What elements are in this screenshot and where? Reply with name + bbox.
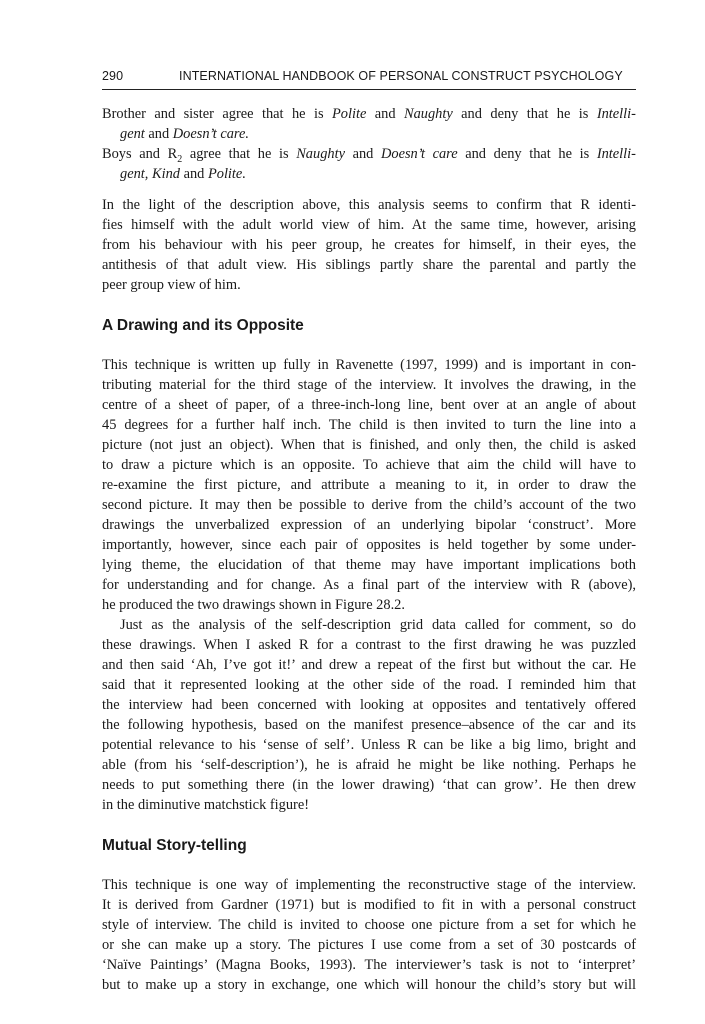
- section-heading: Mutual Story-telling: [102, 837, 247, 854]
- paragraph-line: antithesis of that adult view. His siblings partly share the parental and partly the: [102, 257, 636, 273]
- paragraph-line: importantly, however, since each pair of opposites is held together by some under-: [102, 537, 636, 553]
- list-item: Boys and $R_2$ agree that he is Naughty and Doesn’t care and deny that he is Intelli-: [102, 146, 636, 165]
- paragraph-line: needs to put something there (in the lower drawing) ‘that can grow’. He then drew: [102, 777, 636, 793]
- paragraph-line: or she can make up a story. The pictures I use come from a set of 30 postcards of: [102, 937, 636, 953]
- paragraph-line: the following hypothesis, based on the manifest presence–absence of the car and its: [102, 717, 636, 733]
- paragraph-line: drawings the unverbalized expression of an underlying bipolar ‘construct’. More: [102, 517, 636, 533]
- paragraph-line: but to make up a story in exchange, one which will honour the child’s story but will: [102, 977, 636, 993]
- paragraph-line: In the light of the description above, this analysis seems to confirm that R identi-: [102, 197, 636, 213]
- running-header: [102, 67, 636, 90]
- paragraph-line: second picture. It may then be possible to derive from the child’s account of the two: [102, 497, 636, 513]
- list-item: Brother and sister agree that he is Polite and Naughty and deny that he is Intelli-: [102, 106, 636, 122]
- paragraph-line: potential relevance to his ‘sense of self’. Unless R can be like a big limo, bright and: [102, 737, 636, 753]
- paragraph-line: style of interview. The child is invited to choose one picture from a set for which he: [102, 917, 636, 933]
- page-number: 290: [102, 69, 124, 83]
- paragraph-line: centre of a sheet of paper, of a three-inch-long line, bent over at an angle of about: [102, 397, 636, 413]
- paragraph-line: re-examine the first picture, and attribute a meaning to it, in order to draw the: [102, 477, 636, 493]
- paragraph-line: ‘Naïve Paintings’ (Magna Books, 1993). The interviewer’s task is not to ‘interpret’: [102, 957, 636, 973]
- paragraph-line: he produced the two drawings shown in Figure 28.2.: [102, 597, 405, 613]
- paragraph-line: This technique is written up fully in Ravenette (1997, 1999) and is important in con-: [102, 357, 636, 373]
- paragraph-line: able (from his ‘self-description’), he is afraid he might be like nothing. Perhaps he: [102, 757, 636, 773]
- paragraph-line: these drawings. When I asked R for a contrast to the first drawing he was puzzled: [102, 637, 636, 653]
- paragraph-line: for understanding and for change. As a final part of the interview with R (above),: [102, 577, 636, 593]
- list-item-continuation: gent and Doesn’t care.: [120, 126, 249, 142]
- paragraph-line: in the diminutive matchstick figure!: [102, 797, 310, 813]
- paragraph-line: It is derived from Gardner (1971) but is modified to fit in with a personal construct: [102, 897, 636, 913]
- paragraph-line: to draw a picture which is an opposite. To achieve that aim the child will have to: [102, 457, 636, 473]
- paragraph-line: This technique is one way of implementing the reconstructive stage of the interview.: [102, 877, 636, 893]
- paragraph-line: and then said ‘Ah, I’ve got it!’ and drew a repeat of the first but without the car. He: [102, 657, 636, 673]
- paragraph-line: 45 degrees for a further half inch. The child is then invited to turn the line into a: [102, 417, 636, 433]
- paragraph-line: lying theme, the elucidation of that theme may have important implications both: [102, 557, 636, 573]
- paragraph-line: tributing material for the third stage of the interview. It involves the drawing, in the: [102, 377, 636, 393]
- paragraph-line: the interview had been concerned with looking at opposites and tentatively offered: [102, 697, 636, 713]
- paragraph-line: Just as the analysis of the self-description grid data called for comment, so do: [120, 617, 636, 633]
- section-heading: A Drawing and its Opposite: [102, 317, 304, 334]
- paragraph-line: said that it represented looking at the other side of the road. I reminded him that: [102, 677, 636, 693]
- paragraph-line: from his behaviour with his peer group, he creates for himself, in their eyes, the: [102, 237, 636, 253]
- paragraph-line: fies himself with the adult world view of him. At the same time, however, arising: [102, 217, 636, 233]
- running-title: INTERNATIONAL HANDBOOK OF PERSONAL CONSTRUCT PSYCHOLOGY: [179, 69, 623, 83]
- paragraph-line: peer group view of him.: [102, 277, 241, 293]
- paragraph-line: picture (not just an object). When that is finished, and only then, the child is asked: [102, 437, 636, 453]
- list-item-continuation: gent, Kind and Polite.: [120, 166, 246, 182]
